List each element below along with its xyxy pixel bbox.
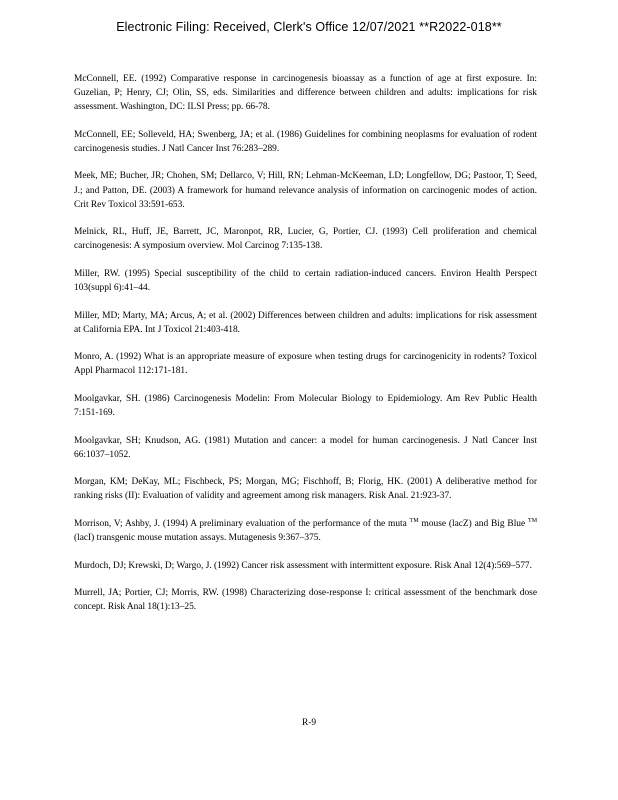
trademark-mark: TM [528,517,538,524]
reference-entry: Murrell, JA; Portier, CJ; Morris, RW. (1998) Characterizing dose-response I: critical assessment of the benchmark dose concept. Risk Anal 18(1):13–25. [74,588,537,613]
reference-entry: McConnell, EE. (1992) Comparative response in carcinogenesis bioassay as a function of age at first exposure. In: Guzelian, P; Henry, CJ; Olin, SS, eds. Similarities and difference between children and adults: implications for risk assessment. Washington, DC: ILSI Press; pp. 66-78. [74,74,537,113]
filing-header: Electronic Filing: Received, Clerk's Office 12/07/2021 **R2022-018** [116,20,502,34]
reference-text: (lacI) transgenic mouse mutation assays. Mutagenesis 9:367–375. [74,533,321,544]
reference-list [74,72,537,628]
reference-text: Morrison, V; Ashby, J. (1994) A preliminary evaluation of the performance of the muta [74,519,407,530]
reference-entry: Moolgavkar, SH. (1986) Carcinogenesis Modelin: From Molecular Biology to Epidemiology. Am Rev Public Health 7:151-169. [74,394,537,419]
reference-entry: Miller, RW. (1995) Special susceptibility of the child to certain radiation-induced cancers. Environ Health Perspect 103(suppl 6):41–44. [74,268,537,294]
reference-text: mouse (lacZ) and Big Blue [418,519,526,530]
reference-entry: Miller, MD; Marty, MA; Arcus, A; et al. (2002) Differences between children and adults: implications for risk assessment at California EPA. Int J Toxicol 21:403-418. [74,310,537,335]
trademark-mark: TM [409,517,419,524]
reference-entry: Murdoch, DJ; Krewski, D; Wargo, J. (1992) Cancer risk assessment with intermittent exposure. Risk Anal 12(4):569–577. [74,560,532,571]
page-number: R-9 [301,718,317,728]
reference-entry: Moolgavkar, SH; Knudson, AG. (1981) Mutation and cancer: a model for human carcinogenesis. J Natl Cancer Inst 66:1037–1052. [74,435,537,460]
reference-entry: Meek, ME; Bucher, JR; Chohen, SM; Dellarco, V; Hill, RN; Lehman-McKeeman, LD; Longfellow, DG; Pastoor, T; Seed, J.; and Patton, DE. (2003) A framework for humand relevance analysis of information on carcinogenic modes of action. Crit Rev Toxicol 33:591-653. [74,171,537,210]
reference-entry: Monro, A. (1992) What is an appropriate measure of exposure when testing drugs for carcinogenicity in rodents? Toxicol Appl Pharmacol 112:171-181. [74,352,537,377]
reference-entry: McConnell, EE; Solleveld, HA; Swenberg, JA; et al. (1986) Guidelines for combining neoplasms for evaluation of rodent carcinogenesis studies. J Natl Cancer Inst 76:283–289. [74,129,537,154]
reference-entry [74,517,537,545]
reference-entry: Morgan, KM; DeKay, ML; Fischbeck, PS; Morgan, MG; Fischhoff, B; Florig, HK. (2001) A deliberative method for ranking risks (II): Evaluation of validity and agreement among risk managers. Risk Anal. 21:923-37. [74,477,537,502]
reference-entry: Melnick, RL, Huff, JE, Barrett, JC, Maronpot, RR, Lucier, G, Portier, CJ. (1993) Cell proliferation and chemical carcinogenesis: A symposium overview. Mol Carcinog 7:135-138. [74,227,537,252]
